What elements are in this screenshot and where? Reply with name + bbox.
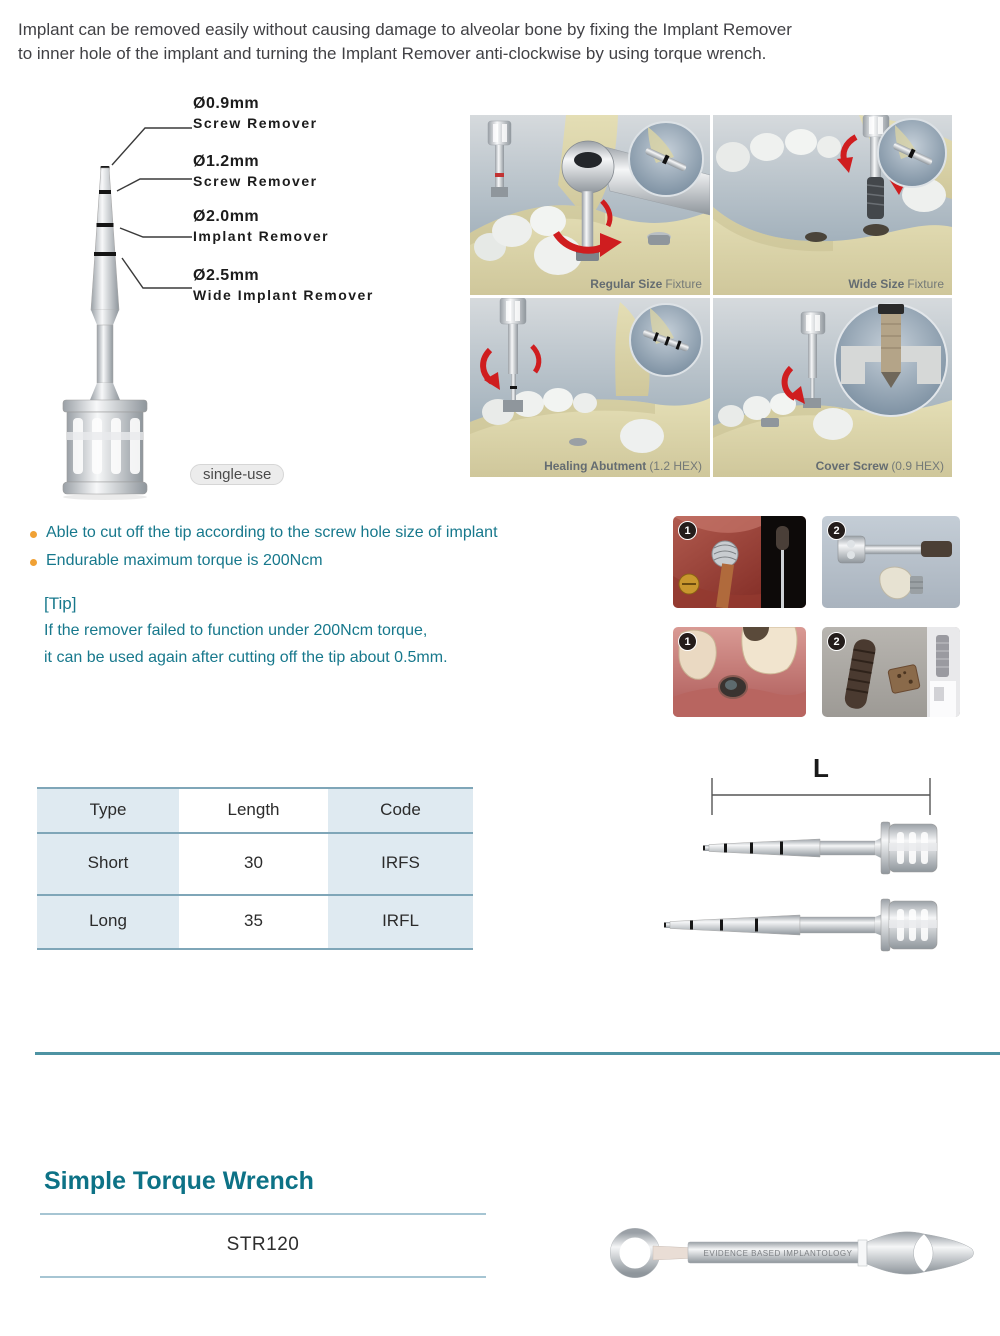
tip-title: [Tip] [44, 594, 77, 613]
photo-number-badge: 2 [827, 632, 846, 651]
photo-number-badge: 1 [678, 521, 697, 540]
implant-remover-drawing [40, 96, 200, 500]
render-scene [470, 298, 710, 477]
render-caption: Healing Abutment (1.2 HEX) [544, 459, 702, 473]
code-rule-top [40, 1213, 486, 1215]
length-dimension-drawing [650, 753, 955, 960]
table-border-line [37, 832, 473, 834]
render-caption: Wide Size Fixture [848, 277, 944, 291]
diameter-label-2.5 [193, 267, 374, 303]
feature-bullet-text: Endurable maximum torque is 200Ncm [46, 552, 323, 569]
dimension-line [712, 778, 930, 815]
dimension-label: L [813, 753, 829, 783]
table-border-line [37, 948, 473, 950]
render-wide-size-fixture [713, 115, 952, 295]
tip-line-1: If the remover failed to function under 200Ncm torque, [44, 622, 428, 639]
feature-bullet-text: Able to cut off the tip according to the screw hole size of implant [46, 524, 498, 541]
inset-detail-circle [629, 122, 703, 196]
render-caption: Regular Size Fixture [590, 277, 702, 291]
leader-lines [112, 128, 192, 288]
diameter-name: Implant Remover [193, 228, 330, 244]
column-header-length: Length [183, 787, 324, 832]
clinical-photo-removed-implant [822, 627, 960, 717]
inset-detail-circle [630, 304, 702, 376]
column-header-code: Code [328, 787, 473, 832]
photo-number-badge: 1 [678, 632, 697, 651]
diameter-label-0.9 [193, 95, 318, 131]
clinical-photo-implant-site [673, 627, 806, 717]
clinical-photo-screw-removal [673, 516, 806, 608]
cell-type: Long [37, 894, 179, 948]
render-scene [470, 115, 710, 295]
diameter-size: Ø2.0mm [193, 208, 260, 225]
diameter-size: Ø1.2mm [193, 153, 260, 170]
column-header-type: Type [37, 787, 179, 832]
diameter-label-2.0 [193, 208, 329, 244]
photo-number-badge: 2 [827, 521, 846, 540]
section-divider [35, 1052, 1000, 1055]
table-header-row [37, 787, 473, 832]
section-title: Simple Torque Wrench [44, 1167, 314, 1195]
short-remover-side-view [703, 822, 937, 874]
feature-bullet-2 [30, 552, 323, 570]
render-healing-abutment [470, 298, 710, 477]
tip-line-2: it can be used again after cutting off the tip about 0.5mm. [44, 649, 448, 666]
table-row-long [37, 894, 473, 948]
table-border-line [37, 787, 473, 789]
render-regular-size-fixture [470, 115, 710, 295]
render-grid [470, 115, 952, 477]
intro-line-2: to inner hole of the implant and turning the Implant Remover anti-clockwise by using torque wrench. [18, 44, 767, 63]
cell-length: 35 [183, 894, 324, 948]
table-border-line [37, 894, 473, 896]
wrench-engraving: EVIDENCE BASED IMPLANTOLOGY [703, 1249, 853, 1258]
bullet-dot-icon [30, 559, 37, 566]
product-code: STR120 [226, 1234, 300, 1255]
diameter-name: Wide Implant Remover [193, 287, 374, 303]
intro-paragraph [18, 18, 792, 66]
torque-wrench-image [600, 1216, 990, 1290]
diameter-label-1.2 [193, 153, 318, 189]
long-remover-side-view [664, 899, 937, 951]
inset-cross-section-circle [835, 304, 947, 416]
single-use-badge: single-use [190, 464, 284, 485]
diameter-size: Ø0.9mm [193, 95, 260, 112]
diameter-name: Screw Remover [193, 115, 318, 131]
render-scene [713, 298, 952, 477]
remover-tool-body [63, 166, 147, 500]
inset-detail-circle [878, 119, 946, 187]
render-scene [713, 115, 952, 295]
spec-table [37, 787, 473, 950]
diameter-size: Ø2.5mm [193, 267, 260, 284]
diameter-name: Screw Remover [193, 173, 318, 189]
render-cover-screw [713, 298, 952, 477]
clinical-photo-removed-crown [822, 516, 960, 608]
table-row-short [37, 832, 473, 894]
bullet-dot-icon [30, 531, 37, 538]
cell-code: IRFS [328, 832, 473, 894]
code-rule-bottom [40, 1276, 486, 1278]
intro-line-1: Implant can be removed easily without causing damage to alveolar bone by fixing the Implant Remover [18, 20, 792, 39]
feature-bullet-1 [30, 524, 498, 542]
cell-code: IRFL [328, 894, 473, 948]
render-caption: Cover Screw (0.9 HEX) [815, 459, 944, 473]
cell-type: Short [37, 832, 179, 894]
cell-length: 30 [183, 832, 324, 894]
